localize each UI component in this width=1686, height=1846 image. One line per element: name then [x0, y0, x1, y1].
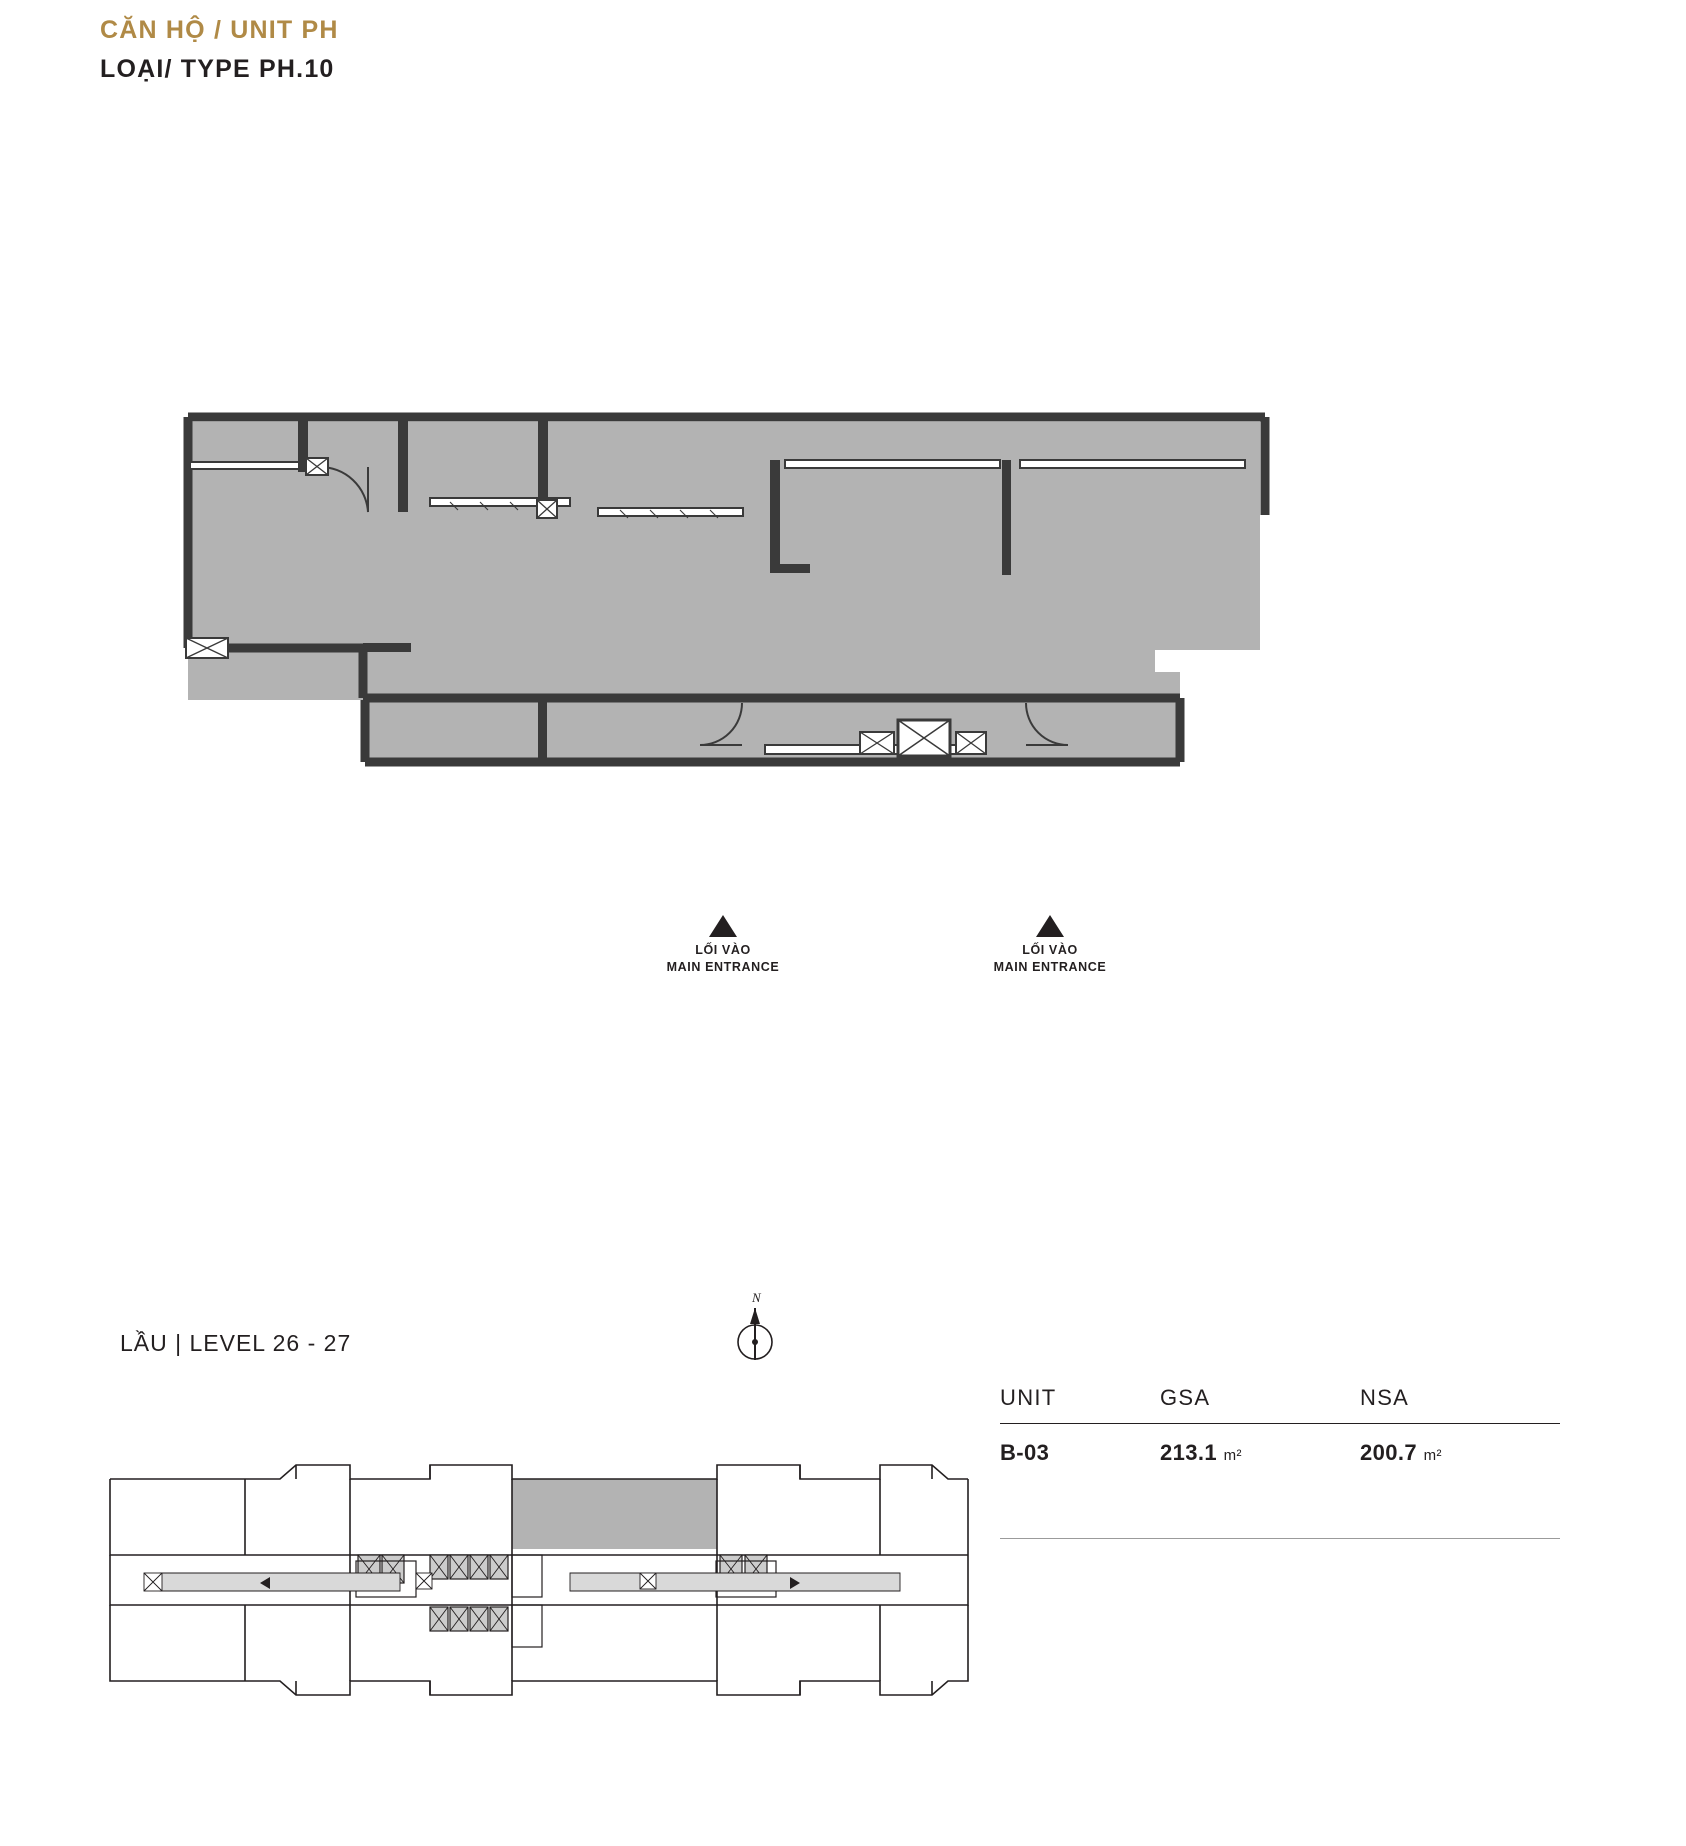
- floor-plan: [180, 400, 1360, 870]
- unit-title: CĂN HỘ / UNIT PH: [100, 16, 339, 44]
- level-label: LẦU | LEVEL 26 - 27: [120, 1330, 352, 1356]
- cell-gsa: [1160, 1440, 1360, 1466]
- cell-unit: B-03: [1000, 1440, 1050, 1465]
- highlighted-unit: [512, 1479, 717, 1549]
- north-letter: N: [752, 1290, 761, 1305]
- col-header-gsa: GSA: [1160, 1385, 1211, 1410]
- key-plan-drawing: [100, 1455, 980, 1705]
- cell-nsa-unit: m²: [1423, 1447, 1442, 1464]
- triangle-icon: [709, 915, 737, 937]
- area-table-header-row: [1000, 1385, 1560, 1423]
- entrance-label-en: MAIN ENTRANCE: [993, 959, 1107, 974]
- cell-nsa: [1360, 1440, 1560, 1466]
- table-divider-bottom: [1000, 1538, 1560, 1539]
- key-plan-core: [144, 1555, 900, 1647]
- area-table: [1000, 1385, 1560, 1539]
- entrance-label-vi: LỐI VÀO: [1022, 943, 1078, 957]
- north-arrow: [725, 1290, 785, 1370]
- cell-gsa-unit: m²: [1223, 1447, 1242, 1464]
- entrance-label-en: MAIN ENTRANCE: [666, 959, 780, 974]
- cell-nsa-value: 200.7: [1360, 1440, 1418, 1465]
- type-title: LOẠI/ TYPE PH.10: [100, 55, 335, 83]
- col-header-unit: UNIT: [1000, 1385, 1057, 1410]
- triangle-icon: [1036, 915, 1064, 937]
- page-header: [100, 16, 339, 84]
- table-row: [1000, 1424, 1560, 1466]
- main-entrance-marker-2: [935, 915, 1165, 976]
- key-plan: [100, 1455, 980, 1705]
- entrance-label-vi: LỐI VÀO: [695, 943, 751, 957]
- main-entrance-marker-1: [608, 915, 838, 976]
- plan-fill: [188, 422, 1260, 760]
- col-header-nsa: NSA: [1360, 1385, 1410, 1410]
- cell-gsa-value: 213.1: [1160, 1440, 1218, 1465]
- floor-plan-drawing: [180, 400, 1360, 870]
